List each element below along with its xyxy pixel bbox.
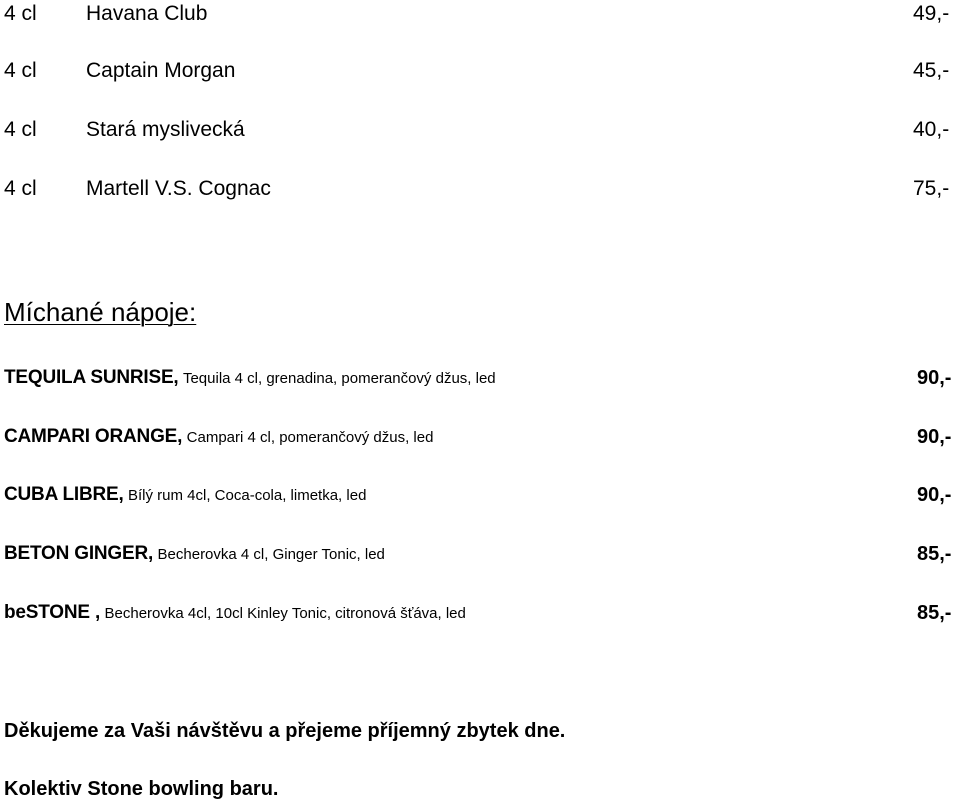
spirit-name: Captain Morgan xyxy=(86,59,236,82)
spirit-volume: 4 cl xyxy=(4,59,37,82)
mixed-drink-row xyxy=(0,424,960,450)
mixed-drink-price: 85,- xyxy=(917,543,952,565)
mixed-drink-name: CAMPARI ORANGE, xyxy=(4,426,183,447)
mixed-drink-ingredients: Bílý rum 4cl, Coca-cola, limetka, led xyxy=(128,487,367,504)
mixed-drink-description xyxy=(4,365,496,392)
mixed-drink-name: TEQUILA SUNRISE, xyxy=(4,367,179,388)
spirit-name: Havana Club xyxy=(86,2,208,25)
spirit-volume: 4 cl xyxy=(4,2,37,25)
spirit-price: 45,- xyxy=(913,59,950,82)
spirit-volume: 4 cl xyxy=(4,177,37,200)
mixed-drink-row xyxy=(0,541,960,567)
spirit-volume: 4 cl xyxy=(4,118,37,141)
mixed-drink-name: CUBA LIBRE, xyxy=(4,484,124,505)
spirit-price: 75,- xyxy=(913,177,950,200)
mixed-drink-ingredients: Tequila 4 cl, grenadina, pomerančový džus, led xyxy=(182,370,496,387)
mixed-drink-row xyxy=(0,600,960,626)
mixed-drink-row xyxy=(0,365,960,391)
spirit-row xyxy=(0,175,960,203)
spirit-price: 49,- xyxy=(913,2,950,25)
mixed-drink-price: 90,- xyxy=(917,484,952,506)
mixed-drink-ingredients: Becherovka 4 cl, Ginger Tonic, led xyxy=(157,546,385,563)
spirit-row xyxy=(0,0,960,28)
spirit-name: Martell V.S. Cognac xyxy=(86,177,271,200)
spirit-name: Stará myslivecká xyxy=(86,118,245,141)
mixed-drink-price: 90,- xyxy=(917,367,952,389)
mixed-drink-description xyxy=(4,600,466,627)
mixed-drink-description xyxy=(4,541,385,568)
spirit-price: 40,- xyxy=(913,118,950,141)
mixed-drink-ingredients: Campari 4 cl, pomerančový džus, led xyxy=(186,429,434,446)
mixed-drink-row xyxy=(0,482,960,508)
mixed-drink-description xyxy=(4,424,433,451)
spirit-row xyxy=(0,116,960,144)
mixed-drink-ingredients: Becherovka 4cl, 10cl Kinley Tonic, citronová šťáva, led xyxy=(104,605,466,622)
mixed-drinks-heading: Míchané nápoje: xyxy=(4,297,197,327)
spirit-row xyxy=(0,57,960,85)
thank-you-message: Děkujeme za Vaši návštěvu a přejeme příjemný zbytek dne. xyxy=(4,720,566,742)
mixed-drink-name: beSTONE , xyxy=(4,602,101,623)
mixed-drink-price: 85,- xyxy=(917,602,952,624)
mixed-drink-name: BETON GINGER, xyxy=(4,543,154,564)
mixed-drink-description xyxy=(4,482,366,509)
signature: Kolektiv Stone bowling baru. xyxy=(4,778,279,800)
mixed-drink-price: 90,- xyxy=(917,426,952,448)
